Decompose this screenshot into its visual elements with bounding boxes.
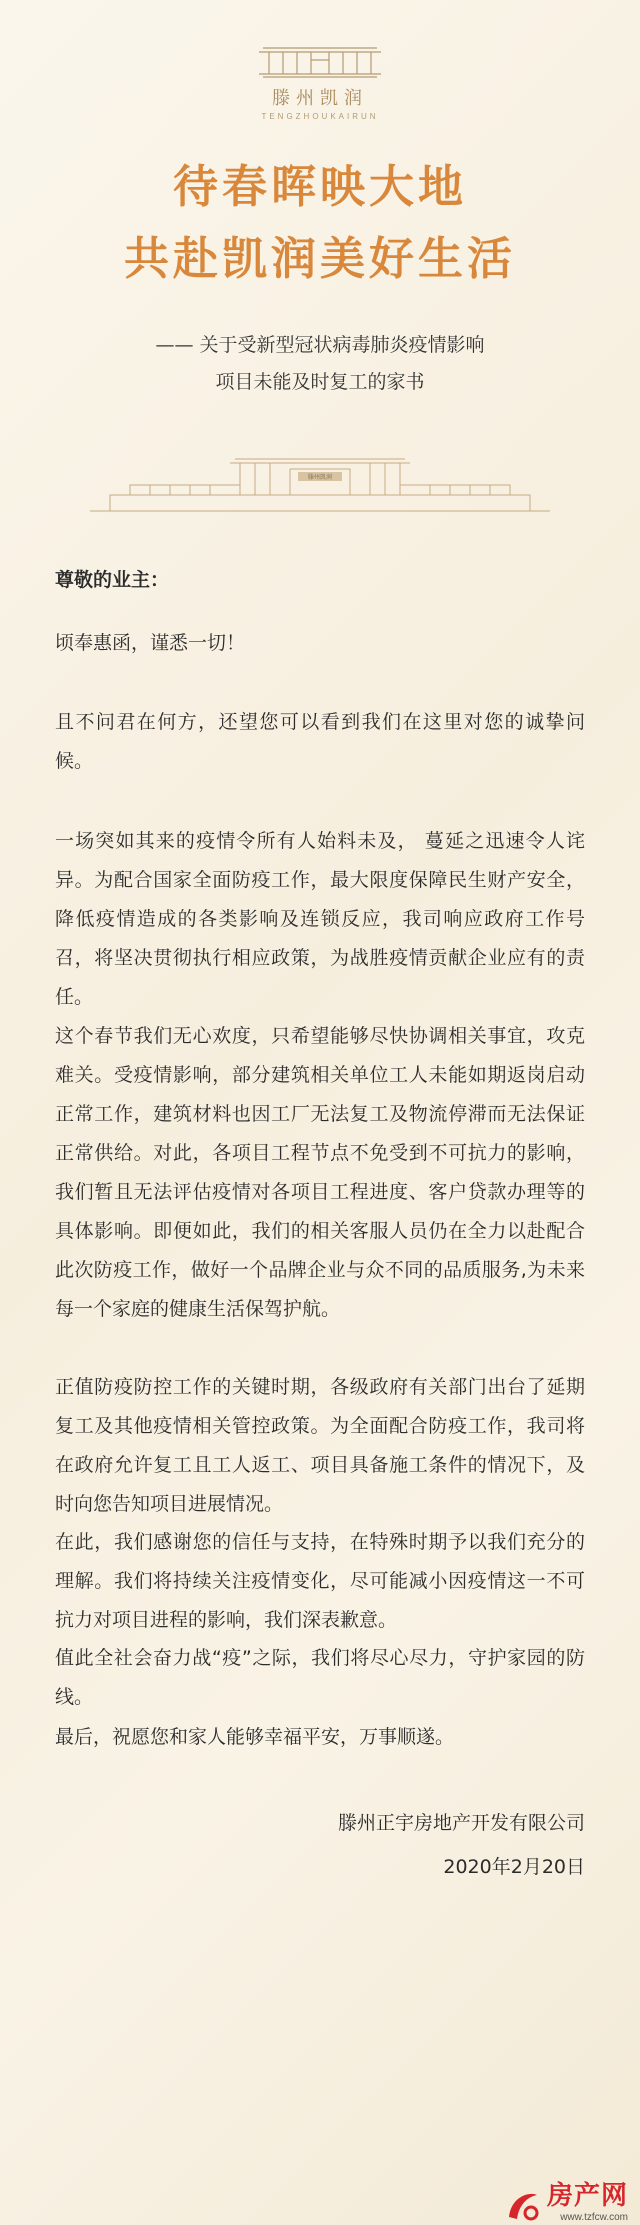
building-illustration [90,455,550,515]
site-watermark [503,2175,628,2223]
pavilion-logo-icon [255,40,385,78]
paragraph-5: 正值防疫防控工作的关键时期，各级政府有关部门出台了延期复工及其他疫情相关管控政策。为全面配合防疫工作，我司将在政府允许复工且工人返工、项目具备施工条件的情况下，及时向您告知项目进展情况。 [55,1376,585,1515]
building-sign-text: 滕州凯润 [307,474,333,481]
title-line-2: 共赴凯润美好生活 [123,232,516,285]
watermark-logo-text: 房产网 [546,2181,628,2211]
paragraph-7: 值此全社会奋力战“疫”之际，我们将尽心尽力，守护家园的防线。 [55,1647,585,1708]
company-name: 滕州正宇房地产开发有限公司 [337,1812,585,1834]
paragraph-6: 在此，我们感谢您的信任与支持，在特殊时期予以我们充分的理解。我们将持续关注疫情变化，尽可能减小因疫情这一不可抗力对项目进程的影响，我们深表歉意。 [55,1531,585,1631]
paragraph-3: 一场突如其来的疫情令所有人始料未及， 蔓延之迅速令人诧异。为配合国家全面防疫工作，最大限度保障民生财产安全，降低疫情造成的各类影响及连锁反应，我司响应政府工作号召，将坚决贯彻执行相应政策，为战胜疫情贡献企业应有的责任。 [55,830,585,1008]
title-line-1: 待春晖映大地 [172,160,467,213]
paragraph-2: 且不问君在何方，还望您可以看到我们在这里对您的诚挚问候。 [55,711,585,772]
logo-name: 滕州凯润 [272,88,368,109]
logo-subtitle: TENGZHOUKAIRUN [261,112,379,121]
paragraph-1: 顷奉惠函，谨悉一切！ [55,632,246,654]
paragraph-8: 最后，祝愿您和家人能够幸福平安，万事顺遂。 [55,1726,455,1748]
brand-logo [0,40,640,121]
tzfcw-logo-icon [503,2187,543,2223]
subtitle-line-2: 项目未能及时复工的家书 [215,371,425,393]
greeting: 尊敬的业主： [55,569,170,591]
subtitle-line-1: —— 关于受新型冠状病毒肺炎疫情影响 [155,334,485,356]
paragraph-4: 这个春节我们无心欢度，只希望能够尽快协调相关事宜，攻克难关。受疫情影响，部分建筑相关单位工人未能如期返岗启动正常工作，建筑材料也因工厂无法复工及物流停滞而无法保证正常供给。对此，各项目工程节点不免受到不可抗力的影响，我们暂且无法评估疫情对各项目工程进度、客户贷款办理等的具体影响。即便如此，我们的相关客服人员仍在全力以赴配合此次防疫工作，做好一个品牌企业与众不同的品质服务,为未来每一个家庭的健康生活保驾护航。 [55,1025,585,1320]
letter-date: 2020年2月20日 [443,1856,585,1878]
watermark-url: www.tzfcw.com [560,2212,628,2223]
